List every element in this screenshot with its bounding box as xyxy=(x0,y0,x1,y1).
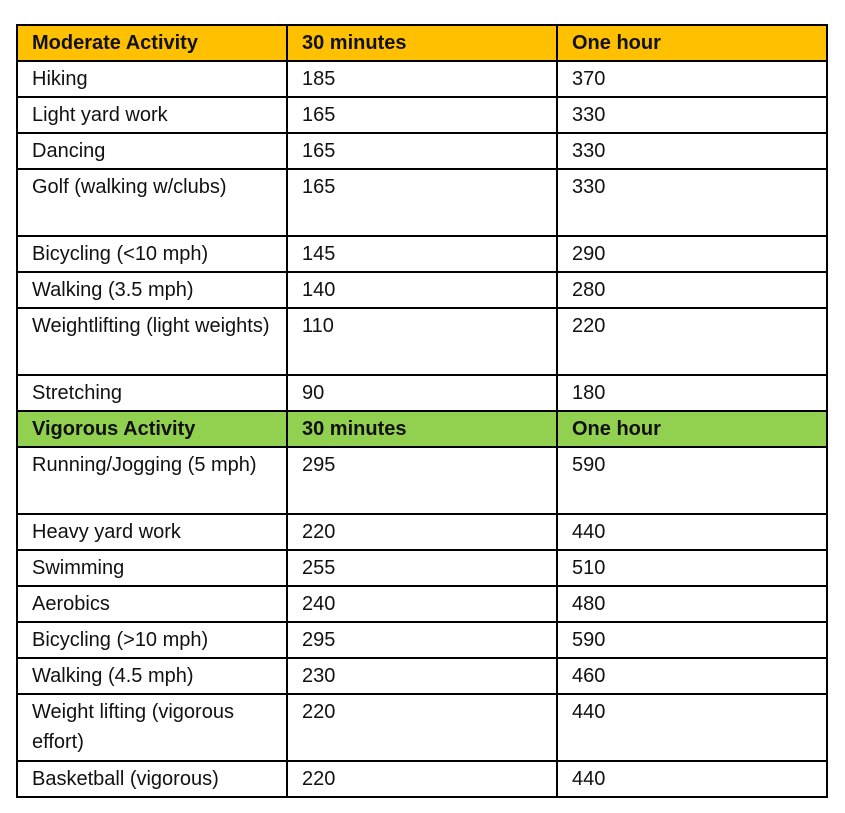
activity-name-cell: Weightlifting (light weights) xyxy=(17,308,287,375)
table-row xyxy=(17,694,827,761)
header-activity-cell: Vigorous Activity xyxy=(17,411,287,447)
calories-30-minutes-cell: 165 xyxy=(287,97,557,133)
calories-one-hour-cell: 460 xyxy=(557,658,827,694)
table-row xyxy=(17,622,827,658)
calories-one-hour-cell: 330 xyxy=(557,97,827,133)
table-row xyxy=(17,447,827,514)
table-row xyxy=(17,97,827,133)
header-one-hour-cell: One hour xyxy=(557,411,827,447)
activity-name-cell: Dancing xyxy=(17,133,287,169)
calories-30-minutes-cell: 110 xyxy=(287,308,557,375)
vigorous-activity-header-row xyxy=(17,411,827,447)
calories-30-minutes-cell: 220 xyxy=(287,694,557,761)
table-row xyxy=(17,514,827,550)
table-row xyxy=(17,272,827,308)
activity-name-cell: Weight lifting (vigorous effort) xyxy=(17,694,287,761)
calories-30-minutes-cell: 165 xyxy=(287,133,557,169)
calories-one-hour-cell: 220 xyxy=(557,308,827,375)
calories-30-minutes-cell: 295 xyxy=(287,447,557,514)
header-30-minutes-cell: 30 minutes xyxy=(287,411,557,447)
table-row xyxy=(17,761,827,797)
calories-one-hour-cell: 590 xyxy=(557,447,827,514)
calories-one-hour-cell: 280 xyxy=(557,272,827,308)
table-row xyxy=(17,586,827,622)
calories-one-hour-cell: 510 xyxy=(557,550,827,586)
calories-30-minutes-cell: 230 xyxy=(287,658,557,694)
calories-one-hour-cell: 440 xyxy=(557,761,827,797)
calories-30-minutes-cell: 295 xyxy=(287,622,557,658)
calories-one-hour-cell: 330 xyxy=(557,169,827,236)
calories-30-minutes-cell: 220 xyxy=(287,514,557,550)
header-activity-cell: Moderate Activity xyxy=(17,25,287,61)
activity-name-cell: Golf (walking w/clubs) xyxy=(17,169,287,236)
table-row xyxy=(17,550,827,586)
table-row xyxy=(17,61,827,97)
table-row xyxy=(17,236,827,272)
activity-name-cell: Bicycling (<10 mph) xyxy=(17,236,287,272)
calories-one-hour-cell: 290 xyxy=(557,236,827,272)
header-30-minutes-cell: 30 minutes xyxy=(287,25,557,61)
calories-one-hour-cell: 440 xyxy=(557,694,827,761)
table-row xyxy=(17,133,827,169)
activity-name-cell: Hiking xyxy=(17,61,287,97)
calories-one-hour-cell: 370 xyxy=(557,61,827,97)
moderate-activity-header-row xyxy=(17,25,827,61)
activity-name-cell: Walking (3.5 mph) xyxy=(17,272,287,308)
calories-30-minutes-cell: 145 xyxy=(287,236,557,272)
activity-name-cell: Heavy yard work xyxy=(17,514,287,550)
calories-one-hour-cell: 330 xyxy=(557,133,827,169)
calories-30-minutes-cell: 255 xyxy=(287,550,557,586)
activity-name-cell: Stretching xyxy=(17,375,287,411)
calories-30-minutes-cell: 165 xyxy=(287,169,557,236)
table-row xyxy=(17,375,827,411)
calories-30-minutes-cell: 240 xyxy=(287,586,557,622)
activity-name-cell: Running/Jogging (5 mph) xyxy=(17,447,287,514)
calories-one-hour-cell: 440 xyxy=(557,514,827,550)
calorie-activity-table xyxy=(16,24,828,798)
activity-name-cell: Light yard work xyxy=(17,97,287,133)
header-one-hour-cell: One hour xyxy=(557,25,827,61)
table-row xyxy=(17,169,827,236)
activity-name-cell: Aerobics xyxy=(17,586,287,622)
calories-one-hour-cell: 590 xyxy=(557,622,827,658)
activity-name-cell: Walking (4.5 mph) xyxy=(17,658,287,694)
table-body xyxy=(17,25,827,797)
calories-one-hour-cell: 180 xyxy=(557,375,827,411)
calories-one-hour-cell: 480 xyxy=(557,586,827,622)
calories-30-minutes-cell: 220 xyxy=(287,761,557,797)
table-row xyxy=(17,308,827,375)
activity-name-cell: Basketball (vigorous) xyxy=(17,761,287,797)
calories-30-minutes-cell: 90 xyxy=(287,375,557,411)
activity-name-cell: Bicycling (>10 mph) xyxy=(17,622,287,658)
calories-30-minutes-cell: 140 xyxy=(287,272,557,308)
activity-name-cell: Swimming xyxy=(17,550,287,586)
calories-30-minutes-cell: 185 xyxy=(287,61,557,97)
table-row xyxy=(17,658,827,694)
